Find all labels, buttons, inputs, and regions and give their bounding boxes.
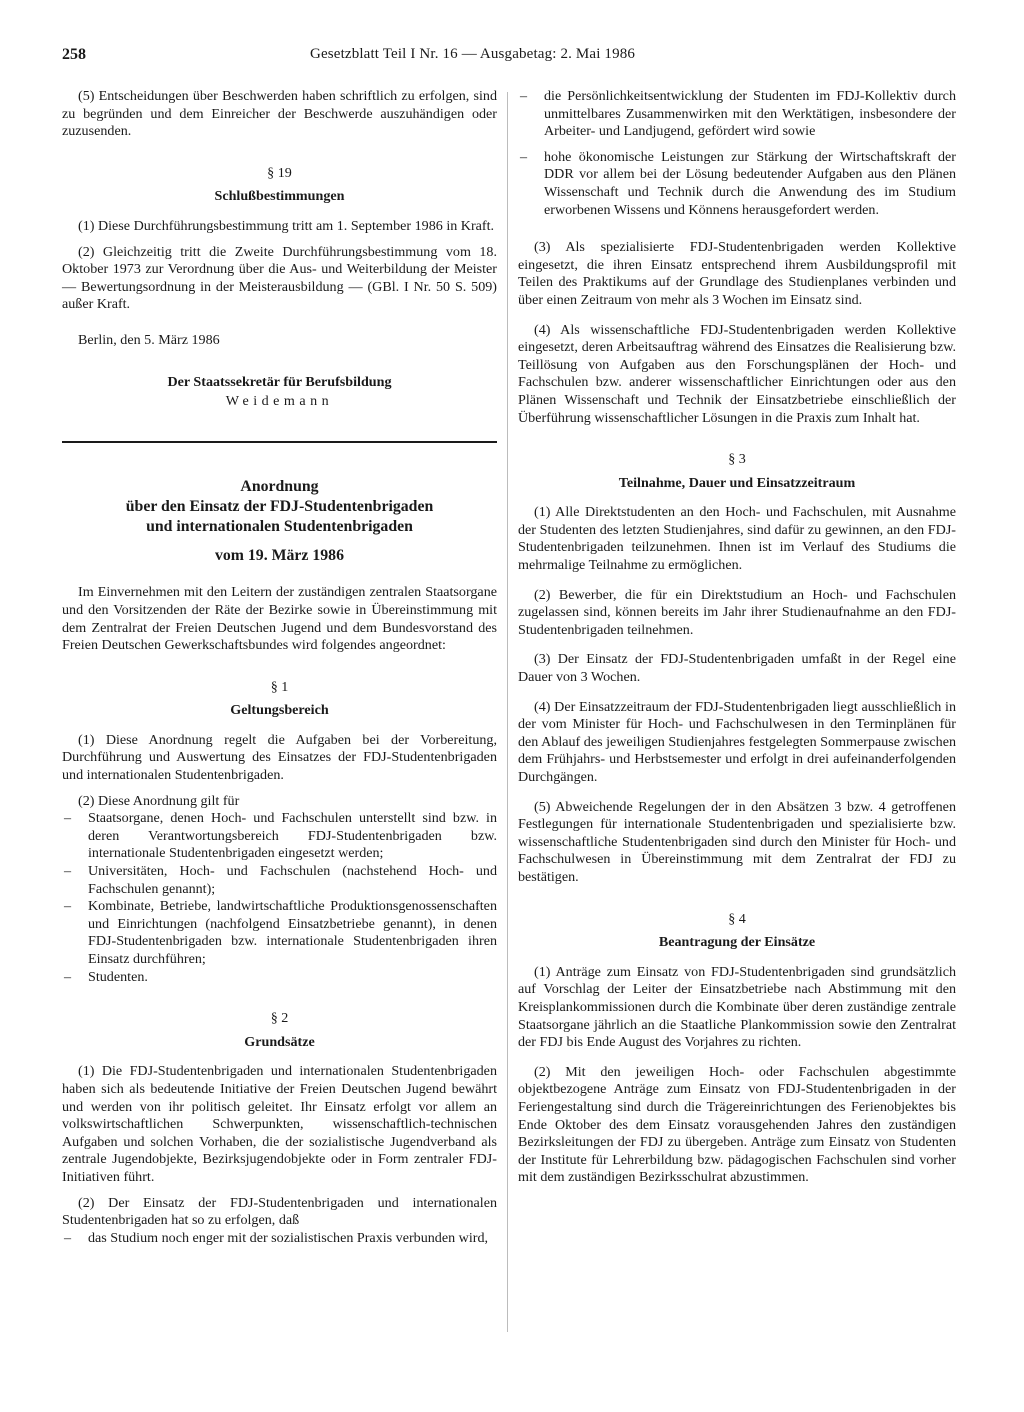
paragraph: (5) Abweichende Regelungen der in den Absätzen 3 bzw. 4 getroffenen Festlegungen für internationale Studentenbrigaden und spezialisierte bzw. wissenschaftliche Studentenbrigaden sind durch den Minister für Hoch- und Fachschulwesen in Übereinstimmung mit dem Zentralrat der FDJ zu bestätigen. <box>518 798 956 885</box>
paragraph: (1) Die FDJ-Studentenbrigaden und internationalen Studentenbrigaden haben sich als bedeutende Initiative der Freien Deutschen Jugend bewährt und werden von ihr politisch geleitet. Ihr Einsatz erfolgt vor allem an volkswirtschaftlichen Schwerpunkten, wissenschaftlich-technischen Aufgaben und solchen Vorhaben, die der sozialistische Jugendverband als zentrale Jugendobjekte, Bezirksjugendobjekte oder in Form zentraler FDJ-Initiativen führt. <box>62 1063 497 1185</box>
paragraph: (2) Bewerber, die für ein Direktstudium an Hoch- und Fachschulen zugelassen sind, können bereits im Jahr ihrer Studienaufnahme an den FDJ-Studentenbrigaden teilnehmen. <box>518 586 956 638</box>
decree-date: vom 19. März 1986 <box>215 546 344 564</box>
paragraph: (5) Entscheidungen über Beschwerden haben schriftlich zu erfolgen, sind zu begründen und dem Einreicher der Beschwerde auszuhändigen oder zuzusenden. <box>62 88 497 140</box>
paragraph: (4) Als wissenschaftliche FDJ-Studentenbrigaden werden Kollektive eingesetzt, deren Arbeitsauftrag während des Einsatzes die Realisierung bzw. Teillösung von Aufgaben aus den Forschungsplänen der Hoch- und Fachschulen bzw. anderer wissenschaftlicher Einrichtungen oder aus den Plänen Wissenschaft und Technik der Einsatzbetriebe einschließlich der Überführung wissenschaftlicher Lösungen in die Praxis zum Inhalt hat. <box>518 321 956 426</box>
paragraph: (4) Der Einsatzzeitraum der FDJ-Studentenbrigaden liegt ausschließlich in der vom Minister für Hoch- und Fachschulwesen in den Terminplänen für den Ablauf des jeweiligen Studienjahres festgelegten Sommerpause zwischen dem Frühjahrs- und Herbstsemester und erfolgt in drei aufeinanderfolgenden Durchgängen. <box>518 698 956 785</box>
signer-name: Weidemann <box>225 393 334 410</box>
gazette-header-title: Gesetzblatt Teil I Nr. 16 — Ausgabetag: 2. Mai 1986 <box>310 46 636 62</box>
signer-title: Der Staatssekretär für Berufsbildung <box>167 373 392 390</box>
paragraph: (2) Der Einsatz der FDJ-Studentenbrigaden und internationalen Studentenbrigaden hat so zu erfolgen, daß <box>62 1194 497 1229</box>
paragraph: (3) Als spezialisierte FDJ-Studentenbrigaden werden Kollektive eingesetzt, die ihren Einsatz entsprechend ihrem Ausbildungsprofil mit Teilen des Praktikums auf der Grundlage des Studienplanes verbinden und über einen Zeitraum von mehr als 3 Wochen im Einsatz sind. <box>518 239 956 308</box>
paragraph: (3) Der Einsatz der FDJ-Studentenbrigaden umfaßt in der Regel eine Dauer von 3 Wochen. <box>518 651 956 686</box>
decree-title-line: über den Einsatz der FDJ-Studentenbrigaden <box>125 497 434 515</box>
paragraph: (1) Anträge zum Einsatz von FDJ-Studentenbrigaden sind grundsätzlich auf Vorschlag der Leiter der Einsatzbetriebe nach Abstimmung mit den Kreisplankommissionen durch die Kombinate über deren zuständige zentrale Staatsorgane jährlich an die Staatliche Plankommission sowie den Zentralrat der FDJ bis Ende August des Vorjahres zu richten. <box>518 963 956 1051</box>
section-title: Schlußbestimmungen <box>214 188 345 205</box>
list-item: – hohe ökonomische Leistungen zur Stärkung der Wirtschaftskraft der DDR vor allem bei der Lösung bedeutender Aufgaben aus den Plänen Wissenschaft und Technik durch die Anwendung des im Studium erworbenen Wissens und Könnens herausgefordert werden. <box>518 149 956 219</box>
section-title: Teilnahme, Dauer und Einsatzzeitraum <box>618 474 856 491</box>
section-number: § 2 <box>270 1010 289 1027</box>
section-title: Beantragung der Einsätze <box>658 934 816 951</box>
paragraph: (1) Diese Durchführungsbestimmung tritt am 1. September 1986 in Kraft. <box>78 217 495 234</box>
section-number: § 3 <box>728 451 746 468</box>
left-column <box>62 88 497 1247</box>
list-item: – Universitäten, Hoch- und Fachschulen (nachstehend Hoch- und Fachschulen genannt); <box>62 863 497 898</box>
paragraph: (1) Alle Direktstudenten an den Hoch- und Fachschulen, mit Ausnahme der Studenten des letzten Studienjahres, sind dafür zu gewinnen, an den FDJ-Studentenbrigaden teilzunehmen. Ihnen ist im Verlauf des Studiums die mehrmalige Teilnahme zu ermöglichen. <box>518 504 956 574</box>
paragraph: (1) Diese Anordnung regelt die Aufgaben bei der Vorbereitung, Durchführung und Auswertung des Einsatzes der FDJ-Studentenbrigaden und internationalen Studentenbrigaden. <box>62 731 497 784</box>
list-item: – Staatsorgane, denen Hoch- und Fachschulen unterstellt sind bzw. in deren Verantwortungsbereich FDJ-Studentenbrigaden bzw. internationale Studentenbrigaden eingesetzt werden; <box>62 810 497 863</box>
principles-list <box>62 1230 497 1248</box>
list-item: – die Persönlichkeitsentwicklung der Studenten im FDJ-Kollektiv durch unmittelbares Zusammenwirken mit den Werktätigen, insbesondere der Arbeiter- und Landjugend, gefördert wird sowie <box>518 88 956 141</box>
section-title: Geltungsbereich <box>230 702 329 719</box>
section-number: § 4 <box>728 910 746 927</box>
page-number: 258 <box>62 46 86 63</box>
signature-block <box>62 332 497 411</box>
page-header <box>62 46 962 70</box>
place-date: Berlin, den 5. März 1986 <box>78 331 220 348</box>
section-number: § 1 <box>270 678 289 695</box>
paragraph: (2) Diese Anordnung gilt für <box>78 792 240 809</box>
decree-title-line: und internationalen Studentenbrigaden <box>146 517 413 535</box>
decree-title <box>62 477 497 537</box>
list-item: – Kombinate, Betriebe, landwirtschaftliche Produktionsgenossenschaften und Einrichtungen (nachfolgend Einsatzbetriebe genannt), in denen FDJ-Studentenbrigaden bzw. internationale Studentenbrigaden ihren Einsatz durchführen; <box>62 898 497 968</box>
principles-list-continued <box>518 88 956 219</box>
horizontal-rule <box>62 441 497 443</box>
decree-title-line: Anordnung <box>240 477 319 495</box>
list-item: – Studenten. <box>62 969 497 987</box>
paragraph: (2) Gleichzeitig tritt die Zweite Durchführungsbestimmung vom 18. Oktober 1973 zur Verordnung über die Aus- und Weiterbildung der Meister — Bewertungsordnung in der Meisterausbildung — (GBl. I Nr. 50 S. 509) außer Kraft. <box>62 243 497 313</box>
section-title: Grundsätze <box>244 1033 315 1050</box>
column-divider <box>507 92 508 1332</box>
list-item: – das Studium noch enger mit der sozialistischen Praxis verbunden wird, <box>62 1230 497 1248</box>
section-number: § 19 <box>267 164 292 181</box>
preamble: Im Einvernehmen mit den Leitern der zuständigen zentralen Staatsorgane und den Vorsitzenden der Räte der Bezirke sowie in Übereinstimmung mit dem Zentralrat der Freien Deutschen Jugend und dem Bundesvorstand des Freien Deutschen Gewerkschaftsbundes wird folgendes angeordnet: <box>62 584 497 654</box>
right-column <box>518 88 956 1187</box>
scope-list <box>62 810 497 986</box>
paragraph: (2) Mit den jeweiligen Hoch- oder Fachschulen abgestimmte objektbezogene Anträge zum Einsatz von FDJ-Studentenbrigaden in der Feriengestaltung sind durch die Trägereinrichtungen des Ferienobjektes bis Ende Oktober des dem Einsatz vorausgehenden Jahres den zuständigen Bezirksleitungen der FDJ zu übergeben. Anträge zum Einsatz von Studenten der Institute für Lehrerbildung bzw. pädagogischen Fachschulen sind vorher mit dem zuständigen Bezirksschulrat abzustimmen. <box>518 1063 956 1186</box>
